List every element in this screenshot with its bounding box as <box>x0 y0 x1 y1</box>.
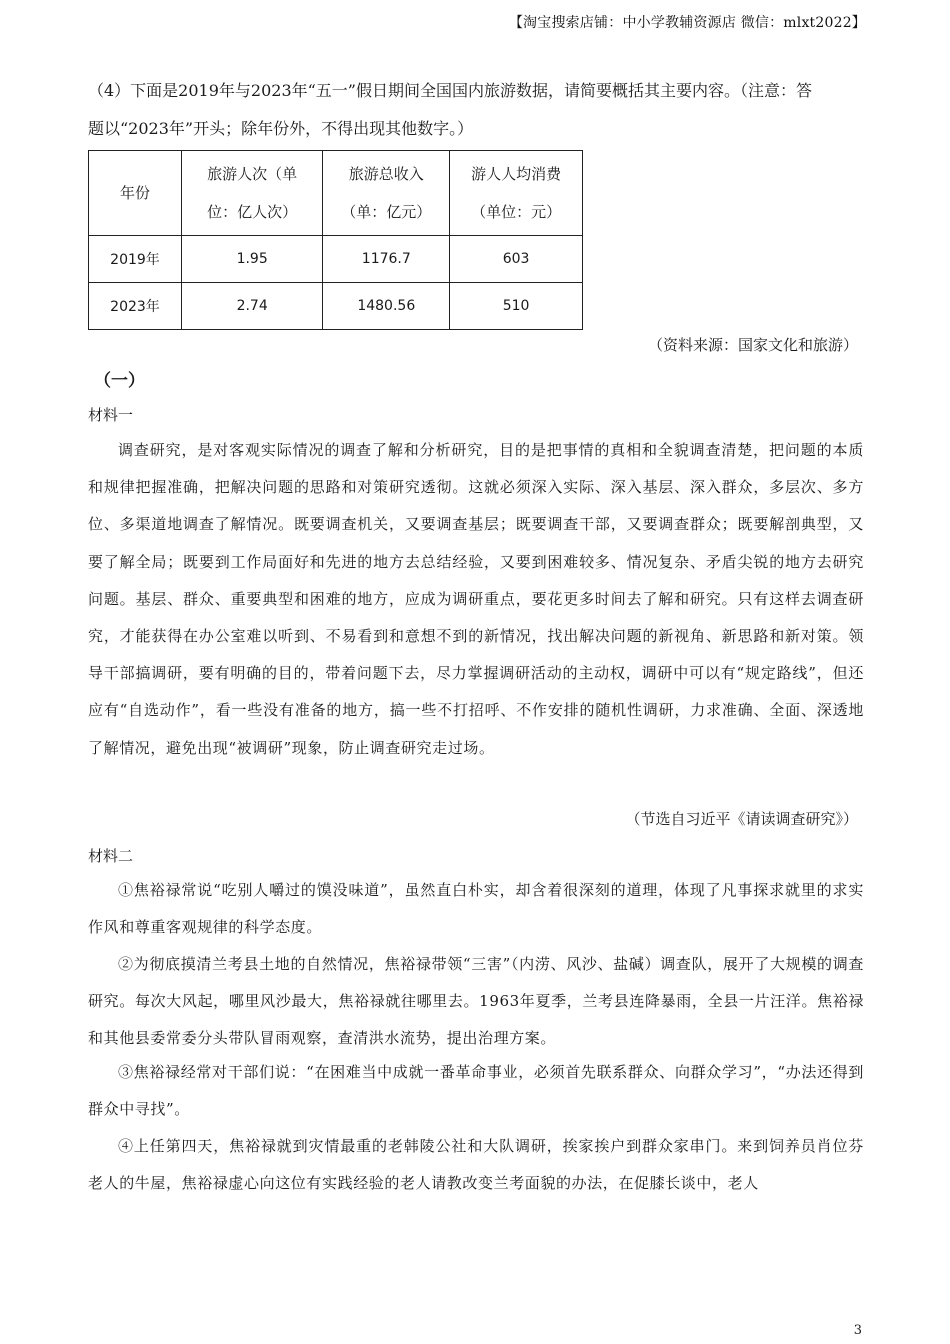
table-header-row <box>89 151 583 236</box>
question-line-2: 题以“2023年”开头；除年份外，不得出现其他数字。） <box>88 119 474 138</box>
cell-visits: 2.74 <box>181 283 322 330</box>
header-per-capita <box>450 151 583 236</box>
header-per-capita-line2: （单位：元） <box>471 203 562 221</box>
header-visits-line1: 旅游人次（单 <box>207 165 298 183</box>
cell-per-capita: 603 <box>450 236 583 283</box>
header-year: 年份 <box>89 151 182 236</box>
cell-revenue: 1480.56 <box>323 283 450 330</box>
material-two-label: 材料二 <box>88 847 134 865</box>
material-two-paragraph-4: ④上任第四天，焦裕禄就到灾情最重的老韩陵公社和大队调研，挨家挨户到群众家串门。来到饲养员肖位芬老人的牛屋，焦裕禄虚心向这位有实践经验的老人请教改变兰考面貌的办法，在促膝长谈中，老人 <box>88 1137 864 1193</box>
material-one-label: 材料一 <box>88 406 134 424</box>
table-row <box>89 283 583 330</box>
header-revenue <box>323 151 450 236</box>
page-number: 3 <box>853 1323 862 1338</box>
cell-revenue: 1176.7 <box>323 236 450 283</box>
header-watermark-note: 【淘宝搜索店铺：中小学教辅资源店 微信：mlxt2022】 <box>508 15 866 31</box>
cell-year: 2023年 <box>89 283 182 330</box>
question-line-1: （4）下面是2019年与2023年“五一”假日期间全国国内旅游数据，请简要概括其主要内容。（注意：答 <box>88 81 812 100</box>
cell-year: 2019年 <box>89 236 182 283</box>
header-per-capita-line1: 游人人均消费 <box>471 165 562 183</box>
material-one-citation: （节选自习近平《请读调查研究》） <box>625 810 858 828</box>
cell-per-capita: 510 <box>450 283 583 330</box>
material-two-paragraph-1: ①焦裕禄常说“吃别人嚼过的馍没味道”，虽然直白朴实，却含着很深刻的道理，体现了凡事探求就里的求实作风和尊重客观规律的科学态度。 <box>88 881 864 937</box>
header-visits <box>181 151 322 236</box>
data-source-note: （资料来源：国家文化和旅游） <box>647 336 858 354</box>
material-two-paragraph-2: ②为彻底摸清兰考县土地的自然情况，焦裕禄带领“三害”（内涝、风沙、盐碱）调查队，展开了大规模的调查研究。每次大风起，哪里风沙最大，焦裕禄就往哪里去。1963年夏季，兰考县连降暴雨，全县一片汪洋。焦裕禄和其他县委常委分头带队冒雨观察，查清洪水流势，提出治理方案。 <box>88 955 864 1048</box>
header-revenue-line2: （单：亿元） <box>341 203 432 221</box>
table-row <box>89 236 583 283</box>
header-revenue-line1: 旅游总收入 <box>348 165 424 183</box>
tourism-data-table <box>88 150 583 330</box>
material-two-paragraph-3: ③焦裕禄经常对干部们说：“在困难当中成就一番革命事业，必须首先联系群众、向群众学习”，“办法还得到群众中寻找”。 <box>88 1063 864 1119</box>
material-one-text: 调查研究，是对客观实际情况的调查了解和分析研究，目的是把事情的真相和全貌调查清楚，把问题的本质和规律把握准确，把解决问题的思路和对策研究透彻。这就必须深入实际、深入基层、深入群众，多层次、多方位、多渠道地调查了解情况。既要调查机关，又要调查基层；既要调查干部，又要调查群众；既要解剖典型，又要了解全局；既要到工作局面好和先进的地方去总结经验，又要到困难较多、情况复杂、矛盾尖锐的地方去研究问题。基层、群众、重要典型和困难的地方，应成为调研重点，要花更多时间去了解和研究。只有这样去调查研究，才能获得在办公室难以听到、不易看到和意想不到的新情况，找出解决问题的新视角、新思路和新对策。领导干部搞调研，要有明确的目的，带着问题下去，尽力掌握调研活动的主动权，调研中可以有“规定路线”，但还应有“自选动作”，看一些没有准备的地方，搞一些不打招呼、不作安排的随机性调研，力求准确、全面、深透地了解情况，避免出现“被调研”现象，防止调查研究走过场。 <box>88 441 864 757</box>
header-visits-line2: 位：亿人次） <box>207 203 298 221</box>
section-title: （一） <box>94 371 145 391</box>
cell-visits: 1.95 <box>181 236 322 283</box>
